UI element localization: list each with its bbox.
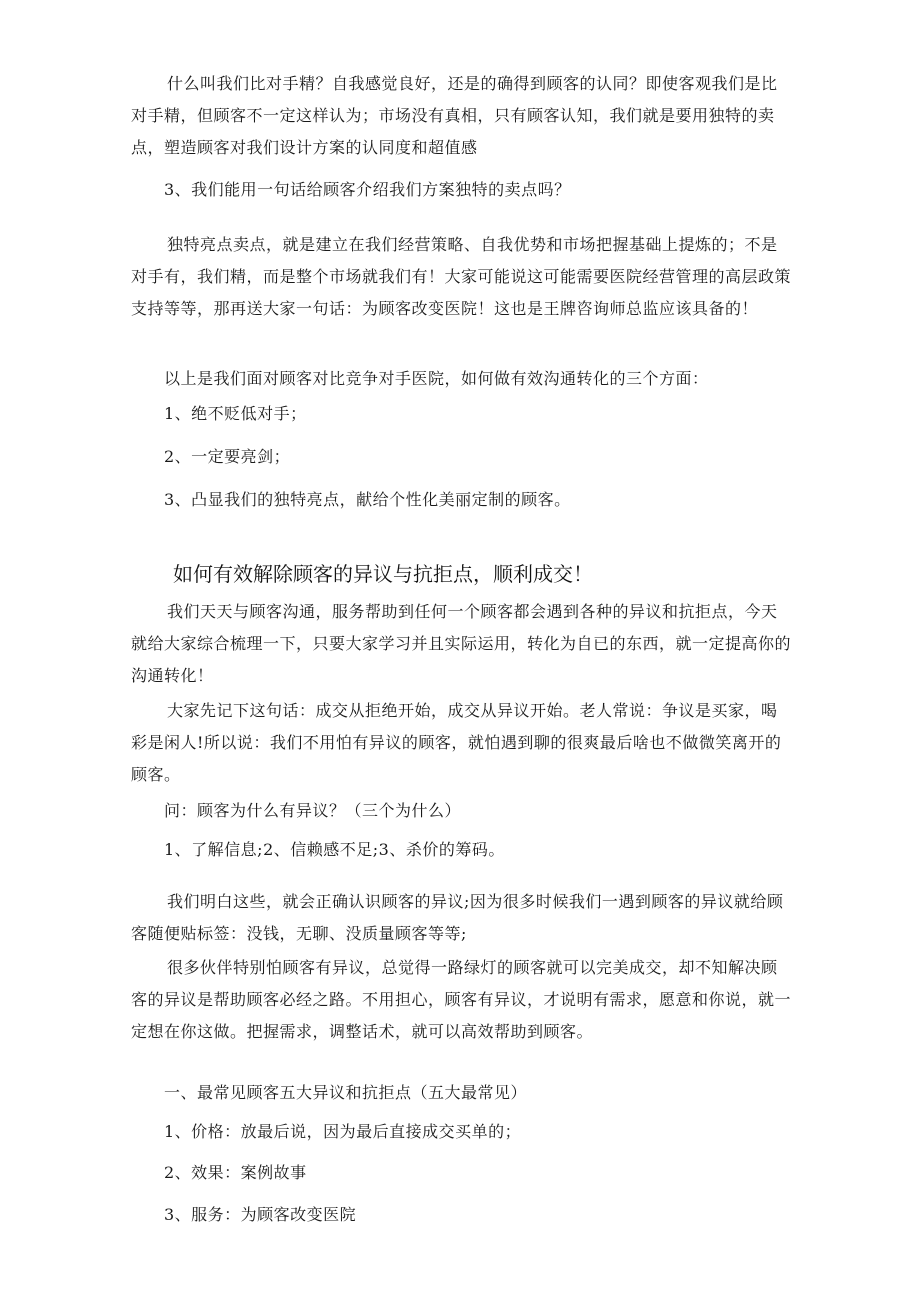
question-3: 3、我们能用一句话给顾客介绍我们方案独特的卖点吗？ <box>164 180 571 199</box>
paragraph-remember-this: 大家先记下这句话：成交从拒绝开始，成交从异议开始。老人常说：争议是买家，喝彩是闲人!所以说：我们不用怕有异议的顾客，就怕遇到聊的很爽最后啥也不做微笑离开的顾客。 <box>131 701 782 784</box>
paragraph-unique-selling-point: 独特亮点卖点，就是建立在我们经营策略、自我优势和市场把握基础上提炼的；不是对手有，我们精，而是整个市场就我们有！大家可能说这可能需要医院经营管理的高层政策支持等等，那再送大家一句话：为顾客改变医院！这也是王牌咨询师总监应该具备的！ <box>131 235 792 318</box>
paragraph-self-perception: 什么叫我们比对手精？自我感觉良好，还是的确得到顾客的认同？即使客观我们是比对手精，但顾客不一定这样认为；市场没有真相，只有顾客认知，我们就是要用独特的卖点，塑造顾客对我们设计方案的认同度和超值感 <box>131 74 778 157</box>
question-why-objections: 问：顾客为什么有异议？（三个为什么） <box>164 801 462 820</box>
objection-item-1: 1、价格：放最后说，因为最后直接成交买单的； <box>164 1122 522 1141</box>
summary-item-2: 2、一定要亮剑； <box>164 447 291 466</box>
section-title: 如何有效解除顾客的异议与抗拒点，顺利成交！ <box>173 562 593 586</box>
list-title: 一、最常见顾客五大异议和抗拒点（五大最常见） <box>164 1083 528 1102</box>
objection-item-2: 2、效果：案例故事 <box>164 1163 307 1182</box>
paragraph-fear-of-objections: 很多伙伴特别怕顾客有异议，总觉得一路绿灯的顾客就可以完美成交，却不知解决顾客的异议是帮助顾客必经之路。不用担心，顾客有异议，才说明有需求，愿意和你说，就一定想在你这做。把握需求，调整话术，就可以高效帮助到顾客。 <box>131 958 792 1041</box>
objection-item-3: 3、服务：为顾客改变医院 <box>164 1205 357 1224</box>
paragraph-daily-communication: 我们天天与顾客沟通，服务帮助到任何一个顾客都会遇到各种的异议和抗拒点，今天就给大家综合梳理一下，只要大家学习并且实际运用，转化为自已的东西，就一定提高你的沟通转化！ <box>131 602 792 685</box>
paragraph-understand-objections: 我们明白这些，就会正确认识顾客的异议;因为很多时候我们一遇到顾客的异议就给顾客随便贴标签：没钱，无聊、没质量顾客等等; <box>131 892 784 943</box>
summary-intro: 以上是我们面对顾客对比竞争对手医院，如何做有效沟通转化的三个方面： <box>164 369 709 388</box>
summary-item-1: 1、绝不贬低对手； <box>164 404 307 423</box>
objection-reasons: 1、了解信息;2、信赖感不足;3、杀价的筹码。 <box>164 840 505 859</box>
summary-item-3: 3、凸显我们的独特亮点，献给个性化美丽定制的顾客。 <box>164 490 571 509</box>
